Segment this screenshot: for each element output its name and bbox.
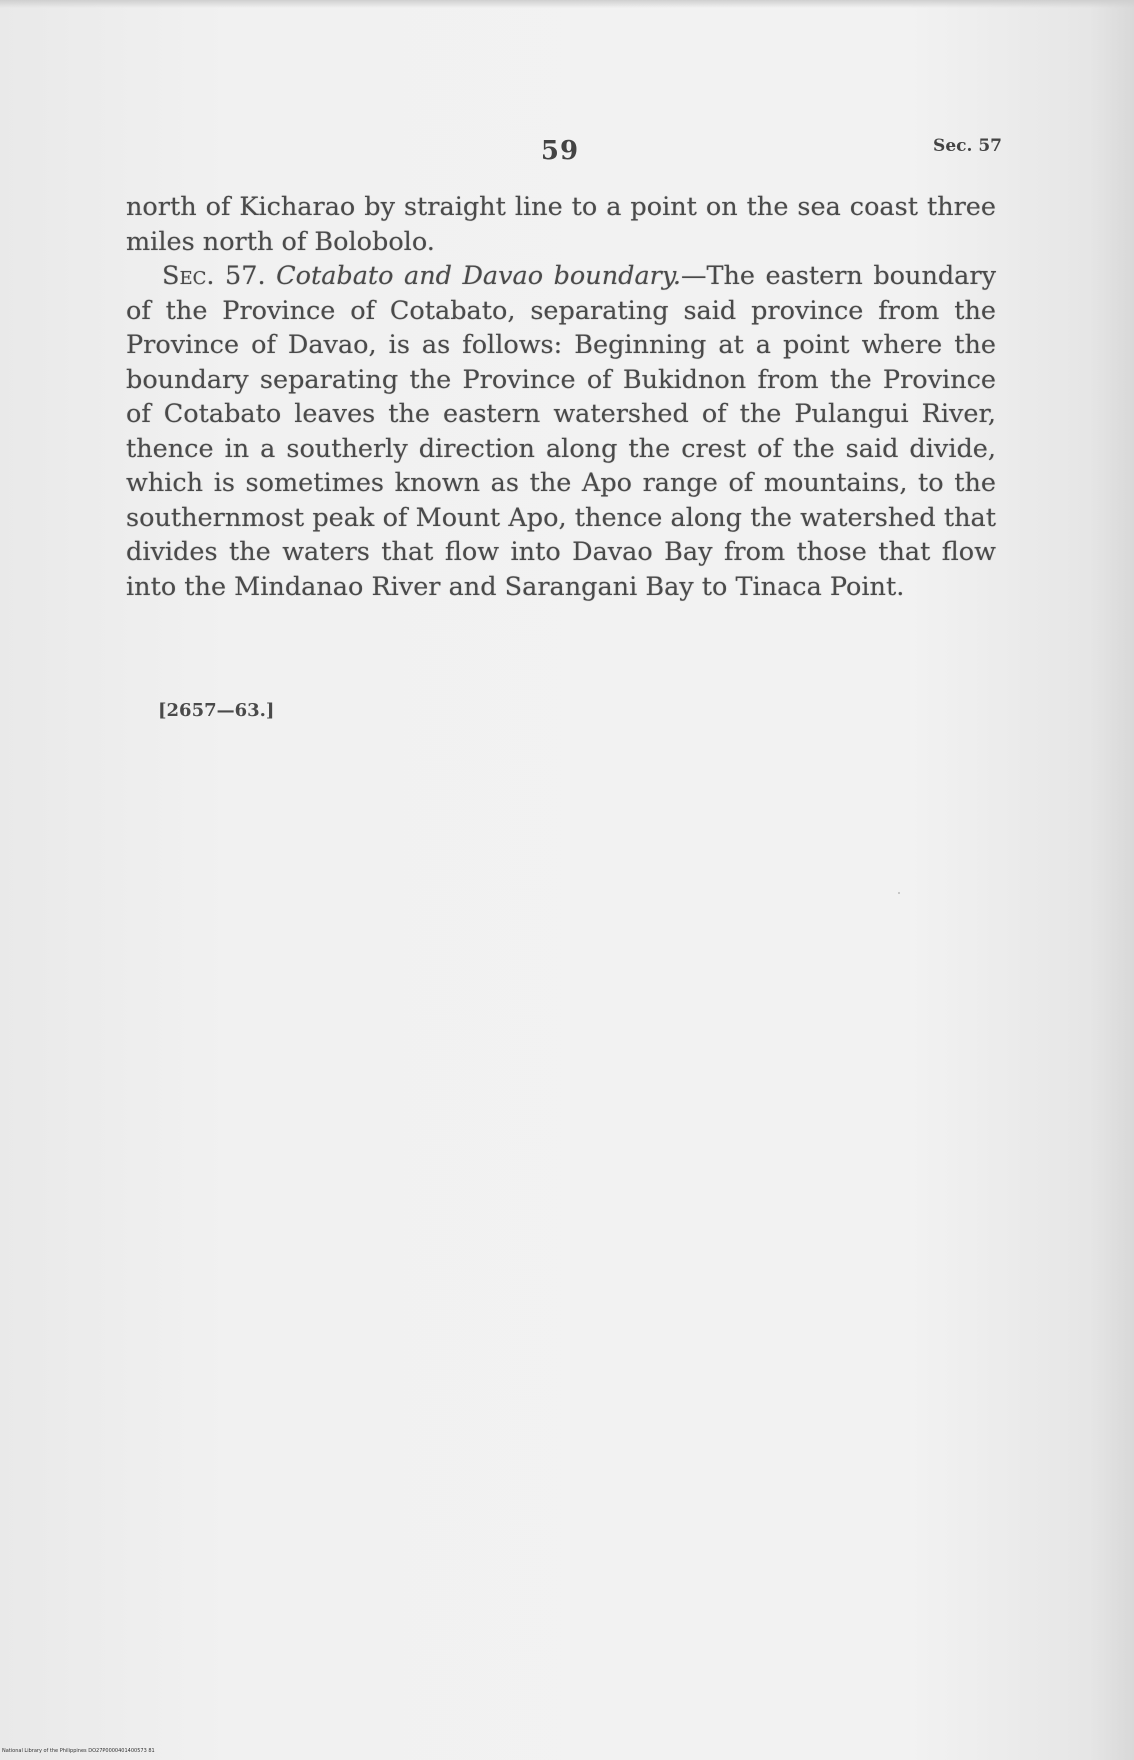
section-57-paragraph [126, 259, 996, 604]
page-top-edge [0, 0, 1134, 8]
page-number: 59 [540, 136, 580, 166]
footer-credit: National Library of the Philippines DO27P0000401400573 81 [2, 1748, 155, 1754]
section-label: Sec. 57. [162, 261, 266, 291]
continued-paragraph: north of Kicharao by straight line to a point on the sea coast three miles north of Bolobolo. [126, 192, 996, 257]
body-text [126, 190, 996, 604]
section-body: —The eastern boundary of the Province of Cotabato, separating said province from the Province of Davao, is as follows: Beginning at a point where the boundary separating the Province of Bukidnon from the Province of Cotabato leaves the eastern watershed of the Pulangui River, thence in a southerly direction along the crest of the said divide, which is sometimes known as the Apo range of mountains, to the southernmost peak of Mount Apo, thence along the watershed that divides the waters that flow into Davao Bay from those that flow into the Mindanao River and Sarangani Bay to Tinaca Point. [126, 261, 996, 602]
citation: [2657—63.] [158, 700, 275, 721]
running-section-header: Sec. 57 [933, 136, 1002, 156]
scan-speck [898, 892, 900, 894]
section-title: Cotabato and Davao boundary. [276, 261, 681, 291]
